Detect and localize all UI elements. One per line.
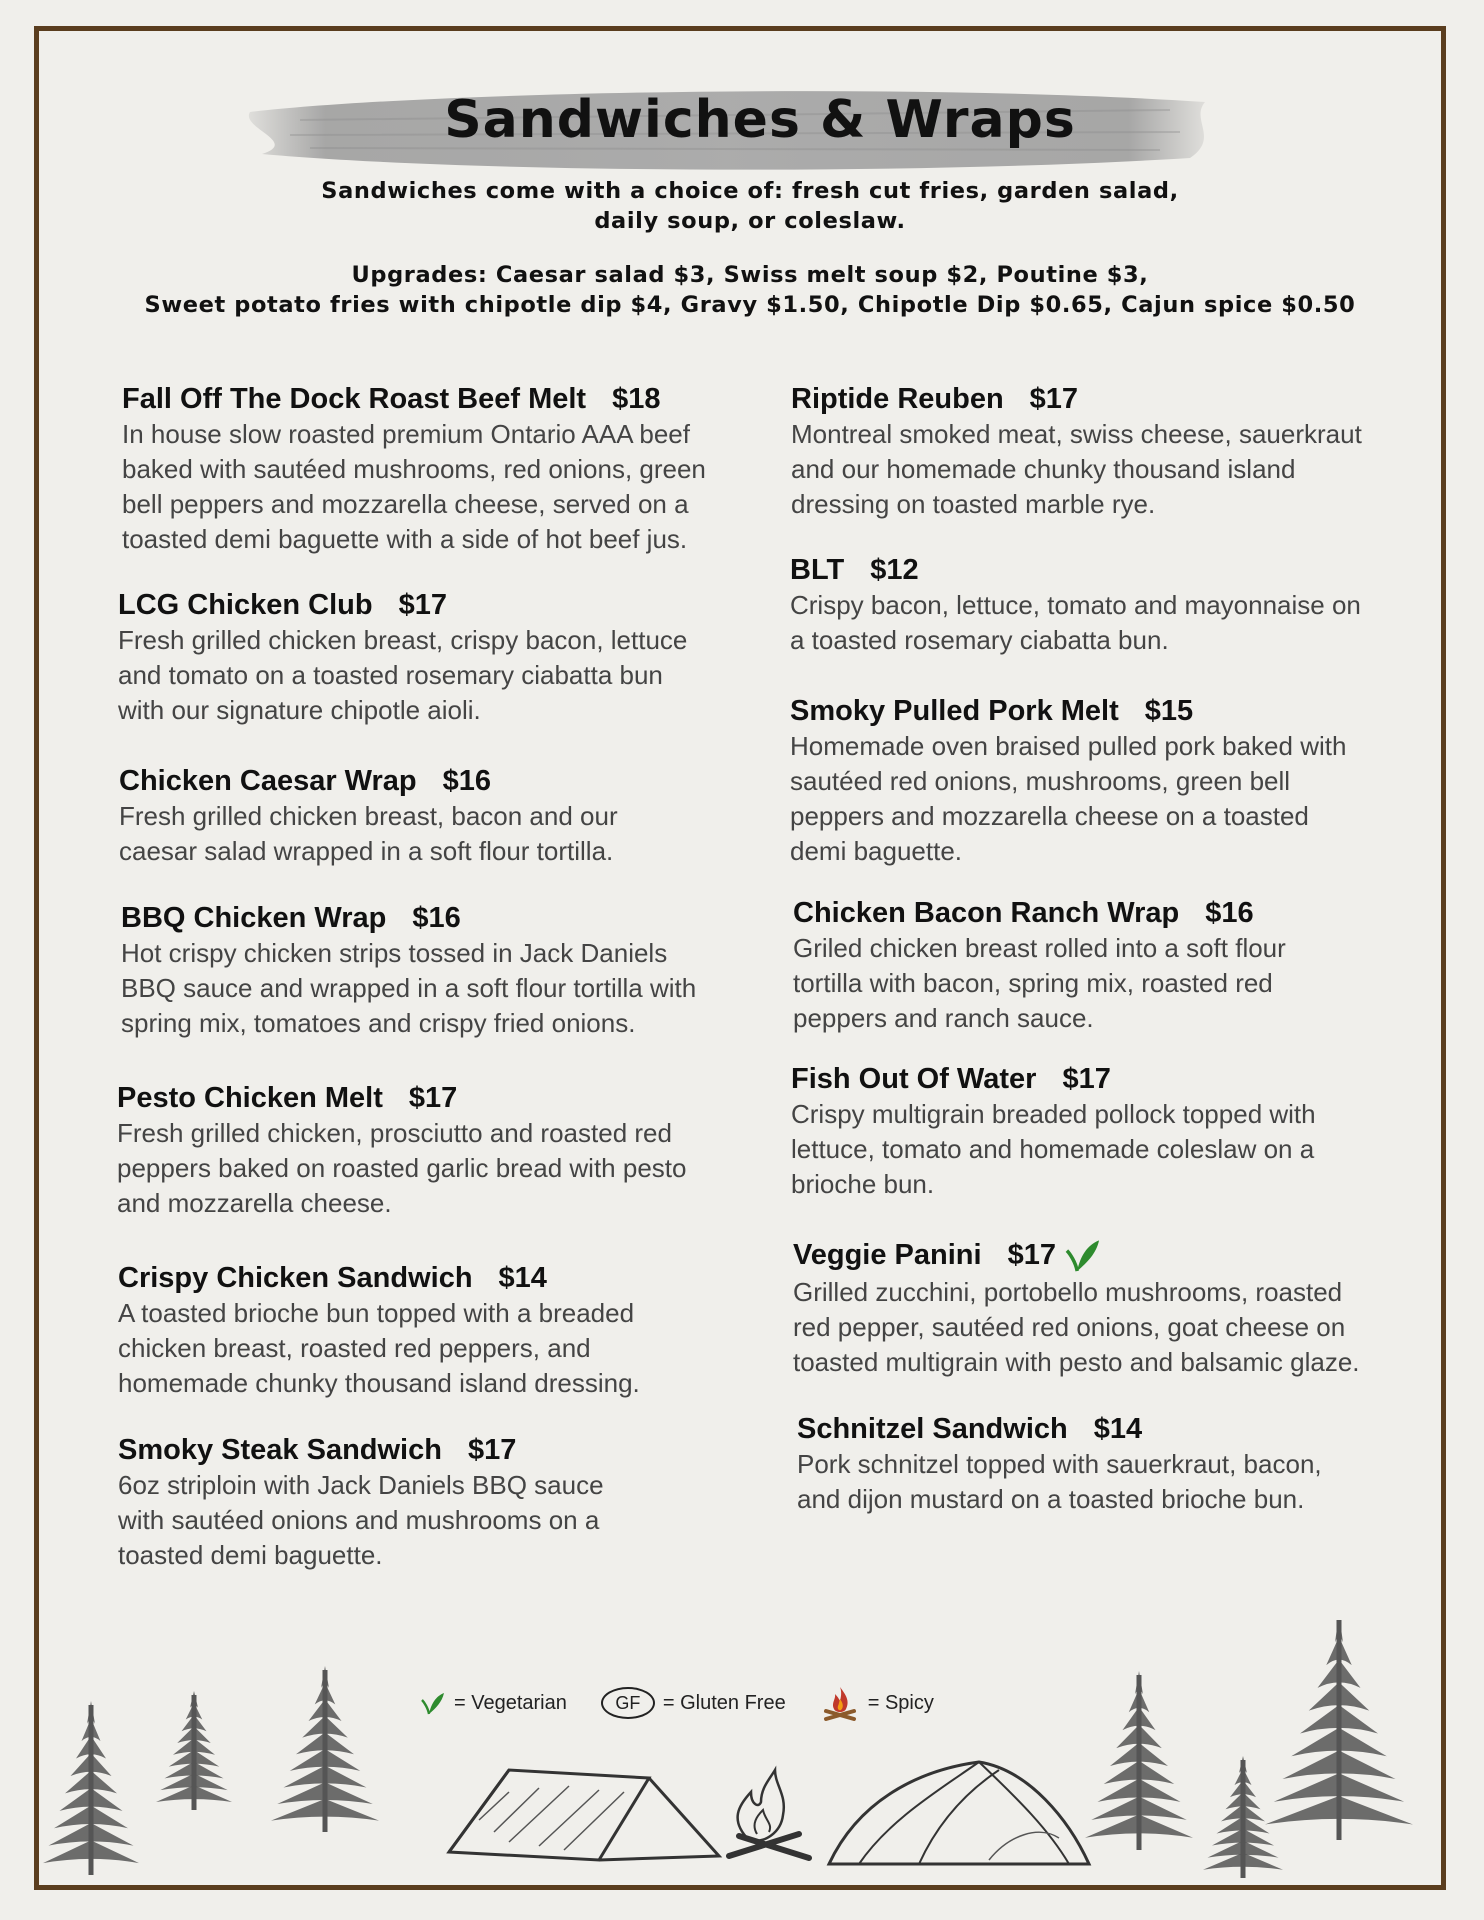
pine-tree: [43, 1701, 139, 1875]
lean-to-tent-drawing: [449, 1770, 719, 1860]
menu-item-heading: [119, 764, 618, 798]
menu-item: [797, 1412, 1322, 1517]
menu-item-price: $17: [1062, 1063, 1111, 1095]
menu-item-name: Chicken Caesar Wrap: [119, 765, 417, 797]
description-line: Griled chicken breast rolled into a soft flour: [793, 933, 1286, 963]
menu-item-name: BLT: [790, 554, 845, 586]
menu-item: [791, 1062, 1316, 1202]
menu-item-heading: [121, 901, 696, 935]
menu-item-name: Pesto Chicken Melt: [117, 1082, 383, 1114]
menu-item-price: $16: [1205, 897, 1254, 929]
legend-spicy-label: = Spicy: [867, 1691, 934, 1714]
description-line: Fresh grilled chicken breast, bacon and our: [119, 801, 618, 831]
menu-item-description: [793, 1275, 1360, 1380]
menu-item-name: Veggie Panini: [793, 1239, 982, 1271]
menu-item-price: $15: [1144, 695, 1194, 727]
page-title: Sandwiches & Wraps: [444, 90, 1076, 150]
description-line: a toasted rosemary ciabatta bun.: [790, 625, 1169, 655]
vegetarian-leaf-icon: [1064, 1236, 1102, 1274]
menu-item-description: [793, 931, 1286, 1036]
description-line: peppers and mozzarella cheese on a toasted: [790, 801, 1309, 831]
description-line: Montreal smoked meat, swiss cheese, sauerkraut: [791, 419, 1362, 449]
menu-item-name: LCG Chicken Club: [118, 589, 373, 621]
menu-item-heading: [797, 1412, 1322, 1446]
description-line: bell peppers and mozzarella cheese, served on a: [122, 489, 689, 519]
description-line: with our signature chipotle aioli.: [118, 695, 481, 725]
description-line: 6oz striploin with Jack Daniels BBQ sauce: [118, 1470, 604, 1500]
description-line: caesar salad wrapped in a soft flour tortilla.: [119, 836, 614, 866]
description-line: A toasted brioche bun topped with a breaded: [118, 1298, 635, 1328]
description-line: spring mix, tomatoes and crispy fried onions.: [121, 1008, 636, 1038]
description-line: brioche bun.: [791, 1169, 935, 1199]
description-line: Grilled zucchini, portobello mushrooms, roasted: [793, 1277, 1343, 1307]
menu-item-heading: [790, 553, 1361, 587]
description-line: tortilla with bacon, spring mix, roasted red: [793, 968, 1273, 998]
menu-item-name: BBQ Chicken Wrap: [121, 902, 387, 934]
description-line: toasted demi baguette.: [118, 1540, 383, 1570]
menu-item-description: [121, 936, 696, 1041]
description-line: sautéed red onions, mushrooms, green bell: [790, 766, 1291, 796]
description-line: toasted multigrain with pesto and balsamic glaze.: [793, 1347, 1360, 1377]
description-line: Fresh grilled chicken, prosciutto and roasted red: [117, 1118, 672, 1148]
menu-item-name: Schnitzel Sandwich: [797, 1413, 1068, 1445]
menu-item: [118, 588, 687, 728]
description-line: toasted demi baguette with a side of hot beef jus.: [122, 524, 688, 554]
menu-item-heading: [791, 382, 1362, 416]
menu-item: [121, 901, 696, 1041]
description-line: peppers and ranch sauce.: [793, 1003, 1094, 1033]
menu-item-price: $17: [467, 1434, 517, 1466]
menu-item: [118, 1261, 640, 1401]
pine-tree: [271, 1666, 379, 1832]
description-line: and our homemade chunky thousand island: [791, 454, 1296, 484]
gluten-free-icon: GF: [601, 1687, 655, 1719]
sides-note: [60, 176, 1440, 236]
menu-item-description: [117, 1116, 686, 1221]
title-banner: [0, 80, 1484, 176]
menu-item-heading: [790, 694, 1346, 728]
description-line: Crispy multigrain breaded pollock topped with: [791, 1099, 1316, 1129]
menu-item-name: Riptide Reuben: [791, 383, 1004, 415]
menu-item-price: $17: [1029, 383, 1079, 415]
description-line: Pork schnitzel topped with sauerkraut, bacon,: [797, 1449, 1322, 1479]
menu-item: [791, 382, 1362, 522]
upgrades-line: Sweet potato fries with chipotle dip $4, Gravy $1.50, Chipotle Dip $0.65, Cajun spice $0.50: [144, 292, 1356, 318]
menu-item: [790, 553, 1361, 658]
description-line: with sautéed onions and mushrooms on a: [118, 1505, 600, 1535]
description-line: Fresh grilled chicken breast, crispy bacon, lettuce: [118, 625, 688, 655]
menu-item-heading: [793, 896, 1286, 930]
menu-item-name: Chicken Bacon Ranch Wrap: [793, 897, 1180, 929]
menu-item-name: Smoky Pulled Pork Melt: [790, 695, 1119, 727]
description-line: BBQ sauce and wrapped in a soft flour tortilla with: [121, 973, 697, 1003]
pine-tree: [1085, 1671, 1193, 1850]
menu-item: [122, 382, 706, 557]
sides-note-line: daily soup, or coleslaw.: [594, 208, 906, 234]
menu-item-price: $16: [442, 765, 492, 797]
description-line: Hot crispy chicken strips tossed in Jack Daniels: [121, 938, 668, 968]
menu-item-heading: [118, 1261, 640, 1295]
menu-item-heading: [791, 1062, 1316, 1096]
dome-tent-drawing: [829, 1762, 1089, 1864]
description-line: baked with sautéed mushrooms, red onions, green: [122, 454, 706, 484]
menu-item-description: [790, 588, 1361, 658]
menu-item: [793, 1236, 1360, 1380]
menu-item: [793, 896, 1286, 1036]
sides-note-line: Sandwiches come with a choice of: fresh cut fries, garden salad,: [321, 178, 1179, 204]
menu-item-heading: [118, 588, 687, 622]
menu-item-description: [118, 1468, 604, 1573]
menu-item-price: $14: [498, 1262, 547, 1294]
description-line: and mozzarella cheese.: [117, 1188, 392, 1218]
menu-item-name: Fish Out Of Water: [791, 1063, 1037, 1095]
menu-item-heading: [117, 1081, 686, 1115]
menu-item: [118, 1433, 604, 1573]
camping-scenery: [39, 1620, 1443, 1885]
menu-item-price: $17: [398, 589, 447, 621]
upgrades-note: [60, 260, 1440, 320]
menu-item-description: [791, 1097, 1316, 1202]
description-line: chicken breast, roasted red peppers, and: [118, 1333, 591, 1363]
description-line: In house slow roasted premium Ontario AAA beef: [122, 419, 690, 449]
menu-item-price: $17: [408, 1082, 458, 1114]
menu-item: [117, 1081, 686, 1221]
menu-item: [790, 694, 1346, 869]
description-line: dressing on toasted marble rye.: [791, 489, 1156, 519]
description-line: Homemade oven braised pulled pork baked with: [790, 731, 1347, 761]
menu-item-price: $17: [1007, 1239, 1056, 1271]
menu-item-description: [791, 417, 1362, 522]
menu-item-price: $16: [412, 902, 461, 934]
menu-item-heading: [118, 1433, 604, 1467]
pine-tree: [156, 1691, 232, 1810]
legend-gluten-free-label: = Gluten Free: [662, 1691, 786, 1714]
legend-vegetarian-label: = Vegetarian: [454, 1691, 567, 1714]
menu-item-description: [797, 1447, 1322, 1517]
menu-item-description: [118, 623, 687, 728]
menu-item-name: Crispy Chicken Sandwich: [118, 1262, 473, 1294]
menu-item-price: $18: [612, 383, 661, 415]
pine-tree: [1203, 1756, 1283, 1878]
menu-item-description: [118, 1296, 640, 1401]
description-line: peppers baked on roasted garlic bread with pesto: [117, 1153, 687, 1183]
menu-item-name: Fall Off The Dock Roast Beef Melt: [122, 383, 587, 415]
campfire-drawing: [729, 1770, 809, 1858]
description-line: and dijon mustard on a toasted brioche bun.: [797, 1484, 1305, 1514]
description-line: homemade chunky thousand island dressing.: [118, 1368, 640, 1398]
menu-item-name: Smoky Steak Sandwich: [118, 1434, 442, 1466]
description-line: demi baguette.: [790, 836, 963, 866]
menu-item-heading: [793, 1236, 1360, 1274]
menu-item-price: $12: [870, 554, 919, 586]
description-line: red pepper, sautéed red onions, goat cheese on: [793, 1312, 1346, 1342]
description-line: Crispy bacon, lettuce, tomato and mayonnaise on: [790, 590, 1361, 620]
description-line: lettuce, tomato and homemade coleslaw on a: [791, 1134, 1315, 1164]
menu-item-heading: [122, 382, 706, 416]
upgrades-line: Upgrades: Caesar salad $3, Swiss melt soup $2, Poutine $3,: [351, 262, 1149, 288]
description-line: and tomato on a toasted rosemary ciabatta bun: [118, 660, 663, 690]
menu-item-price: $14: [1093, 1413, 1143, 1445]
pine-tree: [1265, 1620, 1413, 1840]
menu-item-description: [122, 417, 706, 557]
menu-item-description: [790, 729, 1346, 869]
menu-item-description: [119, 799, 618, 869]
menu-item: [119, 764, 618, 869]
